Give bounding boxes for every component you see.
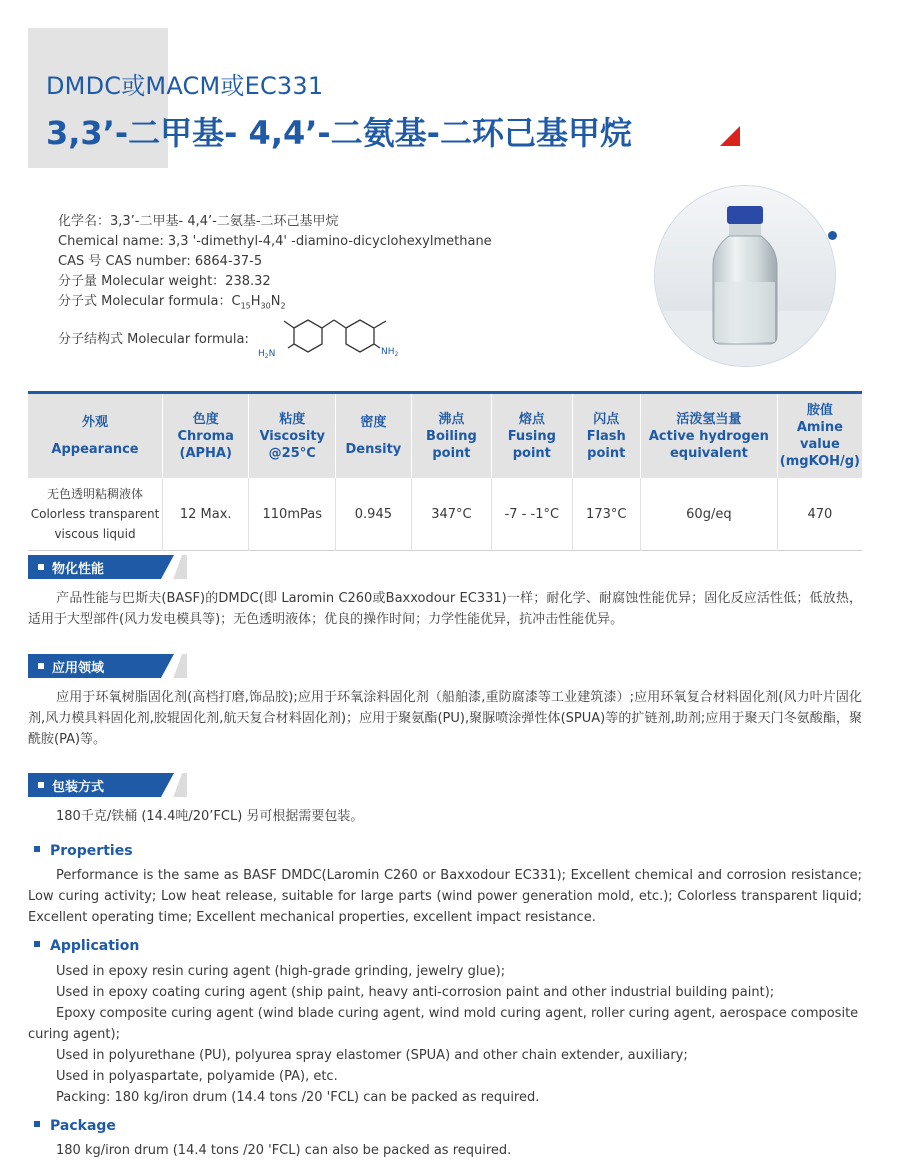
package-cn-text: 180千克/铁桶 (14.4吨/20’FCL) 另可根据需要包装。	[56, 809, 364, 824]
section-header-properties-en: Properties	[34, 843, 133, 859]
package-en-text: 180 kg/iron drum (14.4 tons /20 'FCL) can also be packed as required.	[56, 1143, 512, 1158]
cell-active-hydrogen: 60g/eq	[640, 478, 777, 551]
molecular-weight: 分子量 Molecular weight：238.32	[58, 274, 271, 289]
list-item: Packing: 180 kg/iron drum (14.4 tons /20 'FCL) can be packed as required.	[56, 1090, 540, 1105]
product-code-title: DMDC或MACM或EC331	[46, 72, 324, 100]
cell-boiling: 347°C	[411, 478, 491, 551]
product-bottle-photo	[654, 185, 836, 367]
th-viscosity: 粘度 Viscosity @25°C	[249, 393, 336, 479]
list-item: Used in epoxy resin curing agent (high-grade grinding, jewelry glue);	[56, 964, 506, 979]
properties-en-text: Performance is the same as BASF DMDC(Laromin C260 or Baxxodour EC331); Excellent chemical and corrosion resistance; Low curing activity; Low heat release, suitable for large parts (wind power generation mold, etc.); Colorless transparent liquid; Excellent operating time; Excellent mechanical properties, excellent impact resistance.	[28, 868, 862, 925]
th-boiling-point: 沸点 Boiling point	[411, 393, 491, 479]
list-item: Used in polyurethane (PU), polyurea spray elastomer (SPUA) and other chain extender, auxiliary;	[56, 1048, 688, 1063]
product-main-title: 3,3’-二甲基- 4,4’-二氨基-二环己基甲烷	[46, 114, 632, 152]
cell-density: 0.945	[336, 478, 412, 551]
section-header-package-en: Package	[34, 1118, 116, 1134]
table-header-row	[28, 393, 862, 479]
structure-label: 分子结构式 Molecular formula:	[58, 332, 249, 347]
th-flash-point: 闪点 Flash point	[572, 393, 640, 479]
cell-flash: 173°C	[572, 478, 640, 551]
th-density: 密度 Density	[336, 393, 412, 479]
application-cn-text: 应用于环氧树脂固化剂(高档打磨,饰品胶);应用于环氧涂料固化剂（船舶漆,重防腐漆等工业建筑漆）;应用环氧复合材料固化剂(风力叶片固化剂,风力模具料固化剂,胶辊固化剂,航天复合材料固化剂)；应用于聚氨酯(PU),聚脲喷涂弹性体(SPUA)等的扩链剂,助剂;应用于聚天门冬氨酸酯，聚酰胺(PA)等。	[28, 690, 862, 747]
specification-table	[28, 391, 862, 551]
chemical-name-cn: 化学名：3,3’-二甲基- 4,4’-二氨基-二环己基甲烷	[58, 214, 339, 229]
section-header-package-cn: 包装方式	[28, 773, 174, 797]
amine-right-label: $NH_2$	[381, 347, 399, 358]
list-item: Used in polyaspartate, polyamide (PA), etc.	[56, 1069, 338, 1084]
chemical-name-en: Chemical name: 3,3 '-dimethyl-4,4' -diamino-dicyclohexylmethane	[58, 234, 492, 249]
properties-cn-text: 产品性能与巴斯夫(BASF)的DMDC(即 Laromin C260或Baxxodour EC331)一样；耐化学、耐腐蚀性能优异；固化反应活性低；低放热，适用于大型部件(风力发电模具等)；无色透明液体；优良的操作时间；力学性能优异，抗冲击性能优异。	[28, 591, 862, 627]
th-active-hydrogen: 活泼氢当量 Active hydrogen equivalent	[640, 393, 777, 479]
table-row	[28, 478, 862, 551]
chemical-info-block	[58, 212, 492, 317]
cell-viscosity: 110mPas	[249, 478, 336, 551]
photo-accent-dot	[828, 231, 837, 240]
th-amine-value: 胺值 Amine value (mgKOH/g)	[779, 403, 860, 469]
cell-amine: 470	[807, 506, 833, 522]
molecular-formula: 分子式 Molecular formula：$C_{15}H_{30}N_2$	[58, 294, 286, 311]
application-en-list	[28, 961, 862, 1108]
cell-fusing: -7 - -1°C	[492, 478, 572, 551]
section-header-application-cn: 应用领域	[28, 654, 174, 678]
th-fusing-point: 熔点 Fusing point	[492, 393, 572, 479]
cell-appearance: 无色透明粘稠液体 Colorless transparent viscous liquid	[28, 478, 163, 551]
cas-number: CAS 号 CAS number: 6864-37-5	[58, 254, 263, 269]
section-header-properties-cn: 物化性能	[28, 555, 174, 579]
cell-chroma: 12 Max.	[163, 478, 249, 551]
molecular-structure-diagram	[256, 312, 426, 368]
amine-left-label: $H_2N$	[258, 349, 276, 360]
section-header-application-en: Application	[34, 938, 139, 954]
list-item: Epoxy composite curing agent (wind blade curing agent, wind mold curing agent, roller curing agent, aerospace composite curing agent);	[28, 1006, 859, 1042]
list-item: Used in epoxy coating curing agent (ship paint, heavy anti-corrosion paint and other industrial building paint);	[56, 985, 775, 1000]
red-triangle-decoration	[720, 126, 740, 146]
th-chroma: 色度 Chroma (APHA)	[163, 393, 249, 479]
th-appearance: 外观 Appearance	[28, 393, 163, 479]
